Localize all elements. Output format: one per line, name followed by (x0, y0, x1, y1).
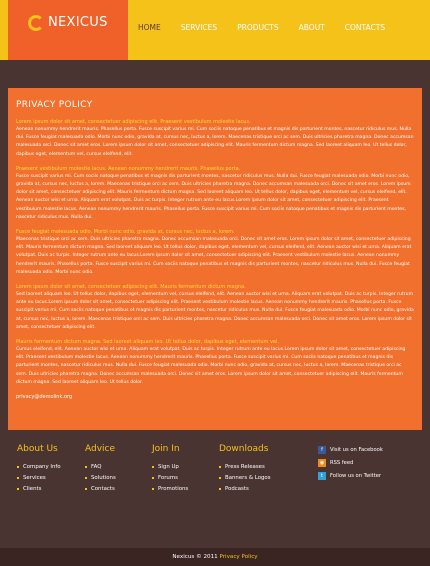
footer-link[interactable]: Forums (152, 473, 188, 484)
header (0, 0, 430, 60)
content-area (8, 88, 422, 430)
policy-paragraph (16, 229, 414, 277)
footer-link[interactable]: Contacts (85, 484, 116, 495)
paragraph-heading: Mauris fermentum dictum magna. Sed laoreet aliquam leo. Ut tellus dolor, dapibus eget, elementum vel. (16, 339, 279, 346)
social-label: Follow us on Twitter (330, 473, 382, 479)
paragraph-heading: Praesent vestibulum molestie lacus. Aenean nonummy hendrerit mauris. Phasellus porta. (16, 165, 241, 172)
footer-heading: Advice (85, 444, 116, 454)
nav-home[interactable]: HOME (138, 23, 161, 32)
twitter-icon: t (318, 472, 326, 480)
footer (0, 430, 430, 548)
nav-products[interactable]: PRODUCTS (237, 23, 279, 32)
paragraph-heading: Lorem ipsum dolor sit amet, consectetuer adipiscing elit. Praesent vestibulum molestie lacus. (16, 119, 251, 125)
footer-link[interactable]: Banners & Logos (219, 473, 271, 484)
footer-link[interactable]: FAQ (85, 462, 116, 473)
footer-link[interactable]: Podcasts (219, 484, 271, 495)
privacy-email-link[interactable]: privacy@demolink.org (16, 394, 73, 401)
footer-column-advice (85, 444, 116, 495)
policy-paragraph (16, 166, 414, 222)
logo-ring-icon (28, 15, 44, 31)
copyright-text: Nexicus © 2011 (172, 554, 218, 560)
paragraph-heading: Lorem ipsum dolor sit amet, consectetuer adipiscing elit. Mauris fermentum dictum magna. (16, 284, 246, 291)
footer-heading: About Us (17, 444, 58, 454)
paragraph-text: Sed laoreet aliquam leo. Ut tellus dolor, dapibus eget, elementum vel, cursus eleifend, elit. Aenean auctor wisi et urna. Aliquam erat volutpat. Duis ac turpis. Integer rutrum ante eu lacus.Lorem ipsum dolor sit amet, consectetuer adipiscing elit. Praesent vestibulum molestie lacus. Aenean nonummy hendrerit mauris. Phasellus porta. Fusce suscipit varius mi. Cum sociis natoque penatibus et magnis dis parturient montes, nascetur ridiculus mus. Nulla dui. Fusce feugiat malesuada odio. Morbi nunc odio, gravida at, cursus nec, luctus a, lorem. Maecenas tristique orci ac sem. Duis ultricies pharetra magna. Donec accumsan malesuada orci. Donec sit amet eros. Lorem ipsum dolor sit amet, consectetuer adipiscing elit. (16, 292, 414, 330)
paragraph-text: Maecenas tristique orci ac sem. Duis ultricies pharetra magna. Donec accumsan malesuada orci. Donec sit amet eros. Lorem ipsum dolor sit amet, consectetuer adipiscing elit. Mauris fermentum dictum magna. Sed laoreet aliquam leo. Ut tellus dolor, dapibus eget, elementum vel, cursus eleifend, elit. Aenean auctor wisi et urna. Aliquam erat volutpat. Duis ac turpis. Integer rutrum ante eu lacus.Lorem ipsum dolor sit amet, consectetuer adipiscing elit. Praesent vestibulum molestie lacus. Aenean nonummy hendrerit mauris. Phasellus porta. Fusce suscipit varius mi. Cum sociis natoque penatibus et magnis dis parturient montes, nascetur ridiculus mus. Nulla dui. Fusce feugiat malesuada odio. Morbi nunc odio. (16, 237, 412, 275)
nav-contacts[interactable]: CONTACTS (344, 23, 386, 32)
footer-column-downloads (219, 444, 271, 495)
social-rss[interactable] (318, 459, 383, 467)
footer-link[interactable]: Clients (17, 484, 61, 495)
paragraph-heading: Fusce feugiat malesuada odio. Morbi nunc odio, gravida at, cursus nec, luctus a, lorem. (16, 229, 235, 236)
footer-link[interactable]: Press Releases (219, 462, 271, 473)
rss-icon: ◉ (319, 460, 325, 466)
page-title: PRIVACY POLICY (16, 100, 93, 110)
logo-text: NEXICUS (48, 15, 108, 30)
social-links (318, 446, 383, 485)
social-label: RSS feed (330, 460, 354, 466)
policy-paragraph (16, 284, 414, 332)
footer-link[interactable]: Company Info (17, 462, 61, 473)
header-band (0, 60, 430, 88)
footer-link[interactable]: Services (17, 473, 61, 484)
footer-heading: Join In (152, 444, 180, 454)
paragraph-text: Cursus eleifend, elit. Aenean auctor wisi et urna. Aliquam erat volutpat. Duis ac turpis. Integer rutrum ante eu lacus.Lorem ipsum dolor sit amet, consectetuer adipiscing elit. Praesent vestibulum molestie lacus. Aenean nonummy hendrerit mauris. Phasellus porta. Fusce suscipit varius mi. Cum sociis natoque penatibus et magnis dis parturient montes, nascetur ridiculus mus. Nulla dui. Fusce feugiat malesuada odio. Morbi nunc odio, gravida at, cursus nec, luctus a, lorem. Maecenas tristique orci ac sem. Duis ultricies pharetra magna. Donec accumsan malesuada orci. Donec sit amet eros. Lorem ipsum dolor sit amet, consectetuer adipiscing elit. Mauris fermentum dictum magna. Sed laoreet aliquam leo. Ut tellus dolor. (16, 347, 406, 385)
copyright-bar (0, 548, 430, 566)
social-facebook[interactable] (318, 446, 383, 454)
social-label: Visit us on Facebook (330, 447, 383, 453)
nav-about[interactable]: ABOUT (298, 23, 325, 32)
facebook-icon: f (318, 446, 326, 454)
footer-link[interactable]: Solutions (85, 473, 116, 484)
policy-paragraph (16, 119, 414, 159)
main-nav (128, 0, 395, 60)
social-twitter[interactable] (318, 472, 383, 480)
policy-paragraph (16, 339, 414, 387)
footer-column-join (152, 444, 188, 495)
nav-services[interactable]: SERVICES (180, 23, 218, 32)
logo[interactable] (8, 0, 128, 60)
footer-column-about (17, 444, 61, 495)
paragraph-text: Fusce suscipit varius mi. Cum sociis natoque penatibus et magnis dis parturient montes, nascetur ridiculus mus. Nulla dui. Fusce feugiat malesuada odio. Morbi nunc odio, gravida at, cursus nec, luctus a, lorem. Maecenas tristique orci ac sem. Duis ultricies pharetra magna. Donec accumsan malesuada orci. Donec sit amet eros. Lorem ipsum dolor sit amet, consectetuer adipiscing elit. Mauris fermentum dictum magna. Sed laoreet aliquam leo. Ut tellus dolor, dapibus eget, elementum vel, cursus eleifend, elit. Aenean auctor wisi et urna. Aliquam erat volutpat. Duis ac turpis. Integer rutrum ante eu lacus.Lorem ipsum dolor sit amet, consectetuer adipiscing elit. Praesent vestibulum molestie lacus. Aenean nonummy hendrerit mauris. Phasellus porta. Fusce suscipit varius mi. Cum sociis natoque penatibus et magnis dis parturient montes, nascetur ridiculus mus. Nulla dui. (16, 173, 411, 220)
footer-heading: Downloads (219, 444, 269, 454)
footer-link[interactable]: Sign Up (152, 462, 188, 473)
paragraph-text: Aenean nonummy hendrerit mauris. Phasellus porta. Fusce suscipit varius mi. Cum sociis natoque penatibus et magnis dis parturient montes, nascetur ridiculus mus. Nulla dui. Fusce feugiat malesuada odio. Morbi nunc odio, gravida at, cursus nec, luctus a, lorem. Maecenas tristique orci ac sem. Duis ultricies pharetra magna. Donec accumsan malesuada orci. Donec sit amet eros. Lorem ipsum dolor sit amet, consectetuer adipiscing elit. Mauris fermentum dictum magna. Sed laoreet aliquam leo. Ut tellus dolor, dapibus eget, elementum vel, cursus eleifend, elit. (16, 127, 414, 157)
footer-link[interactable]: Promotions (152, 484, 188, 495)
privacy-policy-link[interactable]: Privacy Policy (219, 554, 258, 560)
